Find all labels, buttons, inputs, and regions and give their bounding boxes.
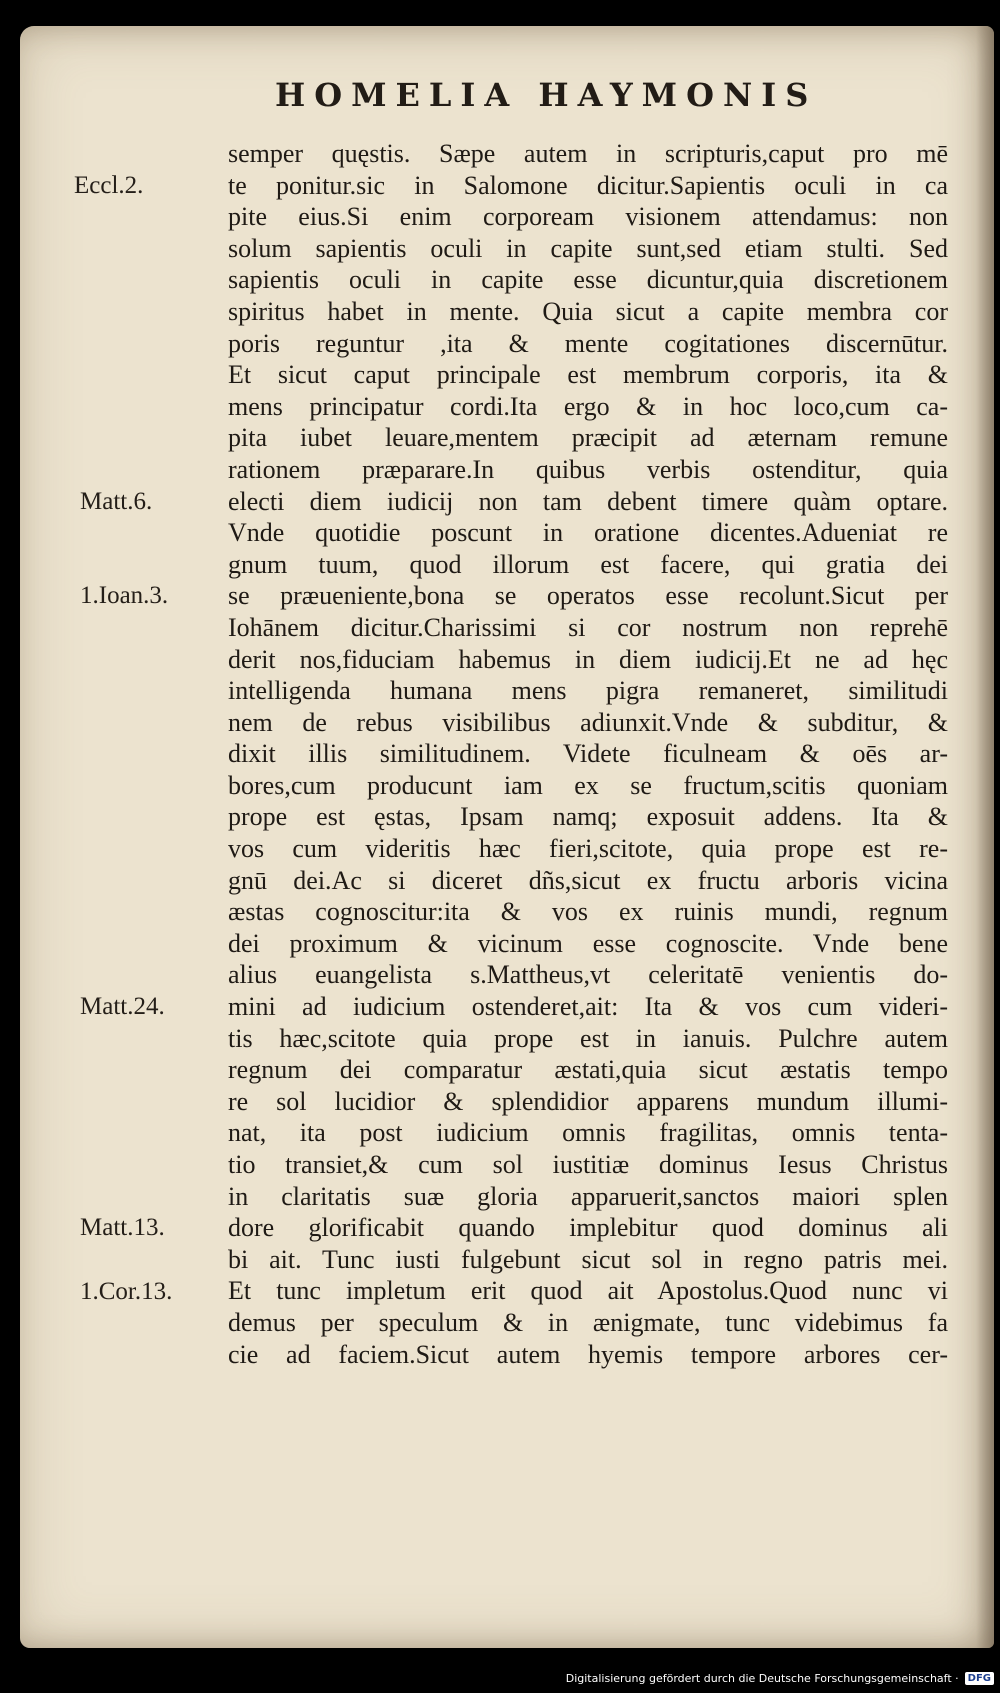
text-line: vos cum videritis hæc fieri,scitote, quia prope est re- (228, 834, 948, 864)
marginal-note: Matt.13. (80, 1214, 165, 1242)
book-page (20, 26, 994, 1648)
text-line: regnum dei comparatur æstati,quia sicut æstatis tempo (228, 1055, 948, 1085)
text-line: pita iubet leuare,mentem præcipit ad æternam remune (228, 423, 948, 453)
text-line: tio transiet,& cum sol iustitiæ dominus Iesus Christus (228, 1150, 948, 1179)
text-line: mens principatur cordi.Ita ergo & in hoc loco,cum ca- (228, 391, 948, 421)
marginal-note: 1.Ioan.3. (80, 582, 169, 610)
text-line: te ponitur.sic in Salomone dicitur.Sapientis oculi in ca (228, 170, 948, 200)
text-line: solum sapientis oculi in capite sunt,sed etiam stulti. Sed (228, 233, 948, 263)
text-line: pite eius.Si enim corpoream visionem attendamus: non (228, 202, 948, 232)
footer-credit: Digitalisierung gefördert durch die Deutsche Forschungsgemeinschaft · (565, 1672, 959, 1685)
text-line: gnum tuum, quod illorum est facere, qui gratia dei (228, 549, 948, 579)
marginal-note: Matt.6. (80, 487, 153, 515)
text-line: dei proximum & vicinum esse cognoscite. Vnde bene (228, 928, 948, 958)
text-line: Et sicut caput principale est membrum corporis, ita & (228, 360, 948, 390)
text-line: dixit illis similitudinem. Videte ficulneam & oēs ar- (228, 739, 948, 769)
marginal-note: 1.Cor.13. (80, 1277, 173, 1305)
text-line: prope est ęstas, Ipsam namq; exposuit addens. Ita & (228, 802, 948, 832)
marginal-note: Matt.24. (80, 993, 165, 1021)
text-line: spiritus habet in mente. Quia sicut a capite membra cor (228, 296, 948, 326)
text-line: æstas cognoscitur:ita & vos ex ruinis mundi, regnum (228, 897, 948, 927)
text-line: se præueniente,bona se operatos esse recolunt.Sicut per (228, 581, 948, 611)
text-line: mini ad iudicium ostenderet,ait: Ita & vos cum videri- (228, 992, 948, 1022)
text-line: cie ad faciem.Sicut autem hyemis tempore arbores cer- (228, 1339, 948, 1369)
text-line: re sol lucidior & splendidior apparens mundum illumi- (228, 1086, 948, 1116)
text-line: sapientis oculi in capite esse dicuntur,quia discretionem (228, 265, 948, 295)
body-text (228, 138, 948, 1370)
footer (566, 1672, 994, 1685)
text-line: derit nos,fiduciam habemus in diem iudicij.Et ne ad hęc (228, 644, 948, 674)
marginal-note: Eccl.2. (74, 171, 144, 199)
text-line: semper quęstis. Sæpe autem in scripturis,caput pro mē (228, 139, 948, 168)
text-line: Vnde quotidie poscunt in oratione dicentes.Adueniat re (228, 518, 948, 548)
text-line: tis hæc,scitote quia prope est in ianuis. Pulchre autem (228, 1023, 948, 1053)
dfg-logo-icon: DFG (965, 1672, 994, 1685)
text-line: intelligenda humana mens pigra remaneret, similitudi (228, 676, 948, 706)
text-line: Et tunc impletum erit quod ait Apostolus.Quod nunc vi (228, 1276, 948, 1306)
running-head: HOMELIA HAYMONIS (275, 76, 818, 114)
text-line: rationem præparare.In quibus verbis ostenditur, quia (228, 454, 948, 484)
text-line: demus per speculum & in ænigmate, tunc videbimus fa (228, 1307, 948, 1337)
text-line: Iohānem dicitur.Charissimi si cor nostrum non reprehē (228, 612, 948, 642)
text-line: gnū dei.Ac si diceret dñs,sicut ex fructu arboris vicina (228, 865, 948, 895)
text-line: poris reguntur ,ita & mente cogitationes discernūtur. (228, 328, 948, 358)
text-line: bores,cum producunt iam ex se fructum,scitis quoniam (228, 770, 948, 800)
text-line: electi diem iudicij non tam debent timere quàm optare. (228, 486, 948, 516)
text-line: alius euangelista s.Mattheus,vt celeritatē venientis do- (228, 960, 948, 990)
text-line: bi ait. Tunc iusti fulgebunt sicut sol in regno patris mei. (228, 1244, 948, 1274)
text-line: dore glorificabit quando implebitur quod dominus ali (228, 1213, 948, 1243)
text-line: nat, ita post iudicium omnis fragilitas, omnis tenta- (228, 1118, 948, 1148)
text-line: nem de rebus visibilibus adiunxit.Vnde & subditur, & (228, 707, 948, 737)
text-line: in claritatis suæ gloria apparuerit,sanctos maiori splen (228, 1181, 948, 1211)
